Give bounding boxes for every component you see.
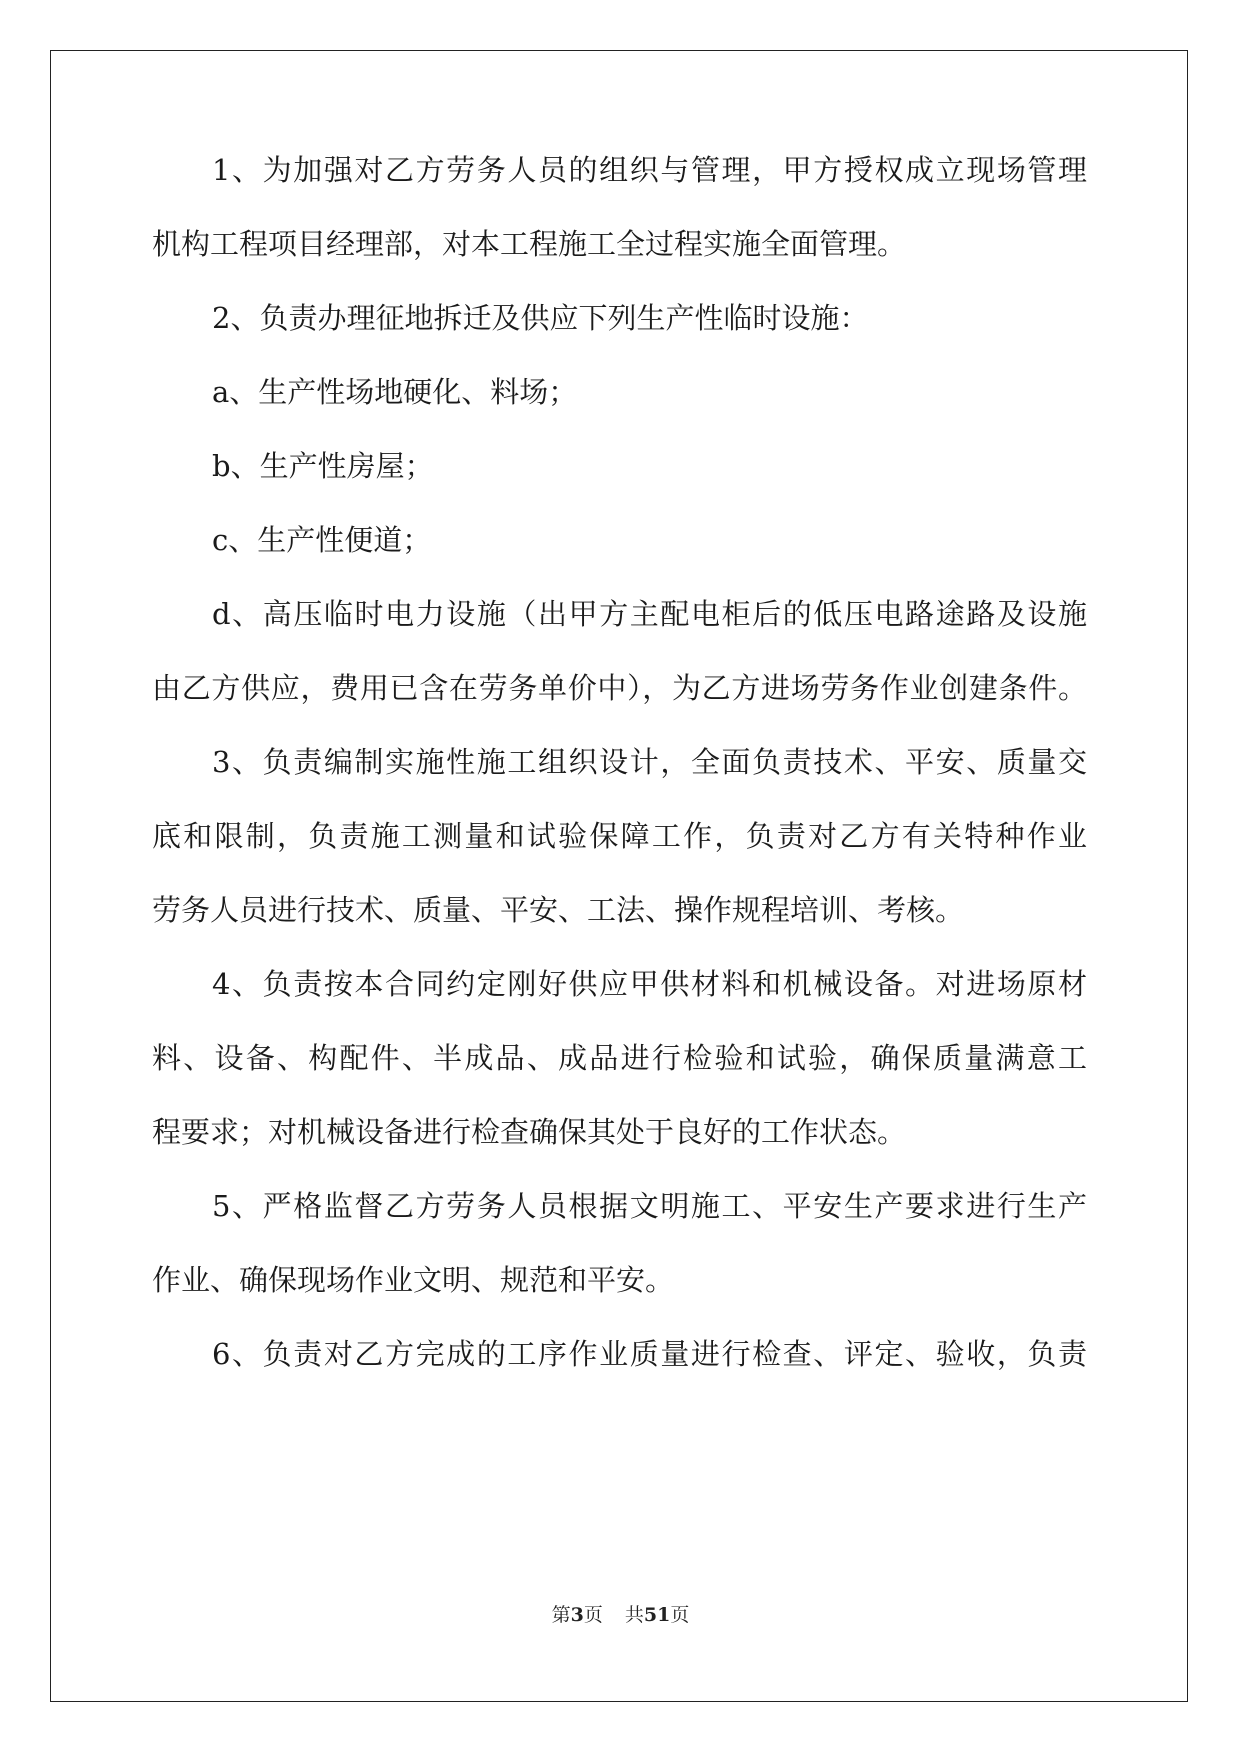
page-footer	[0, 1602, 1241, 1628]
list-item: d、高压临时电力设施（出甲方主配电柜后的低压电路途路及设施	[212, 597, 1087, 631]
paragraph-line: 劳务人员进行技术、质量、平安、工法、操作规程培训、考核。	[152, 893, 965, 927]
page-prefix: 第	[551, 1604, 571, 1626]
paragraph-line: 1、为加强对乙方劳务人员的组织与管理，甲方授权成立现场管理	[212, 153, 1087, 187]
paragraph-line: 底和限制，负责施工测量和试验保障工作，负责对乙方有关特种作业	[152, 819, 1087, 853]
page-number: 3	[570, 1604, 584, 1626]
total-pages: 51	[643, 1604, 671, 1626]
paragraph-line: 6、负责对乙方完成的工序作业质量进行检查、评定、验收，负责	[212, 1337, 1087, 1371]
paragraph-line: 2、负责办理征地拆迁及供应下列生产性临时设施：	[212, 301, 869, 335]
paragraph-line: 作业、确保现场作业文明、规范和平安。	[152, 1263, 675, 1297]
total-prefix: 共	[624, 1604, 644, 1626]
paragraph-line: 3、负责编制实施性施工组织设计，全面负责技术、平安、质量交	[212, 745, 1087, 779]
list-item: b、生产性房屋；	[212, 449, 434, 483]
paragraph-line: 程要求；对机械设备进行检查确保其处于良好的工作状态。	[152, 1115, 907, 1149]
paragraph-line: 4、负责按本合同约定刚好供应甲供材料和机械设备。对进场原材	[212, 967, 1087, 1001]
paragraph-line: 5、严格监督乙方劳务人员根据文明施工、平安生产要求进行生产	[212, 1189, 1087, 1223]
list-item: a、生产性场地硬化、料场；	[212, 375, 578, 409]
total-suffix: 页	[670, 1604, 690, 1626]
paragraph-line: 由乙方供应，费用已含在劳务单价中），为乙方进场劳务作业创建条件。	[152, 671, 1087, 705]
list-item: c、生产性便道；	[212, 523, 432, 557]
paragraph-line: 机构工程项目经理部，对本工程施工全过程实施全面管理。	[152, 227, 907, 261]
page-suffix: 页	[583, 1604, 603, 1626]
paragraph-line: 料、设备、构配件、半成品、成品进行检验和试验，确保质量满意工	[152, 1041, 1087, 1075]
